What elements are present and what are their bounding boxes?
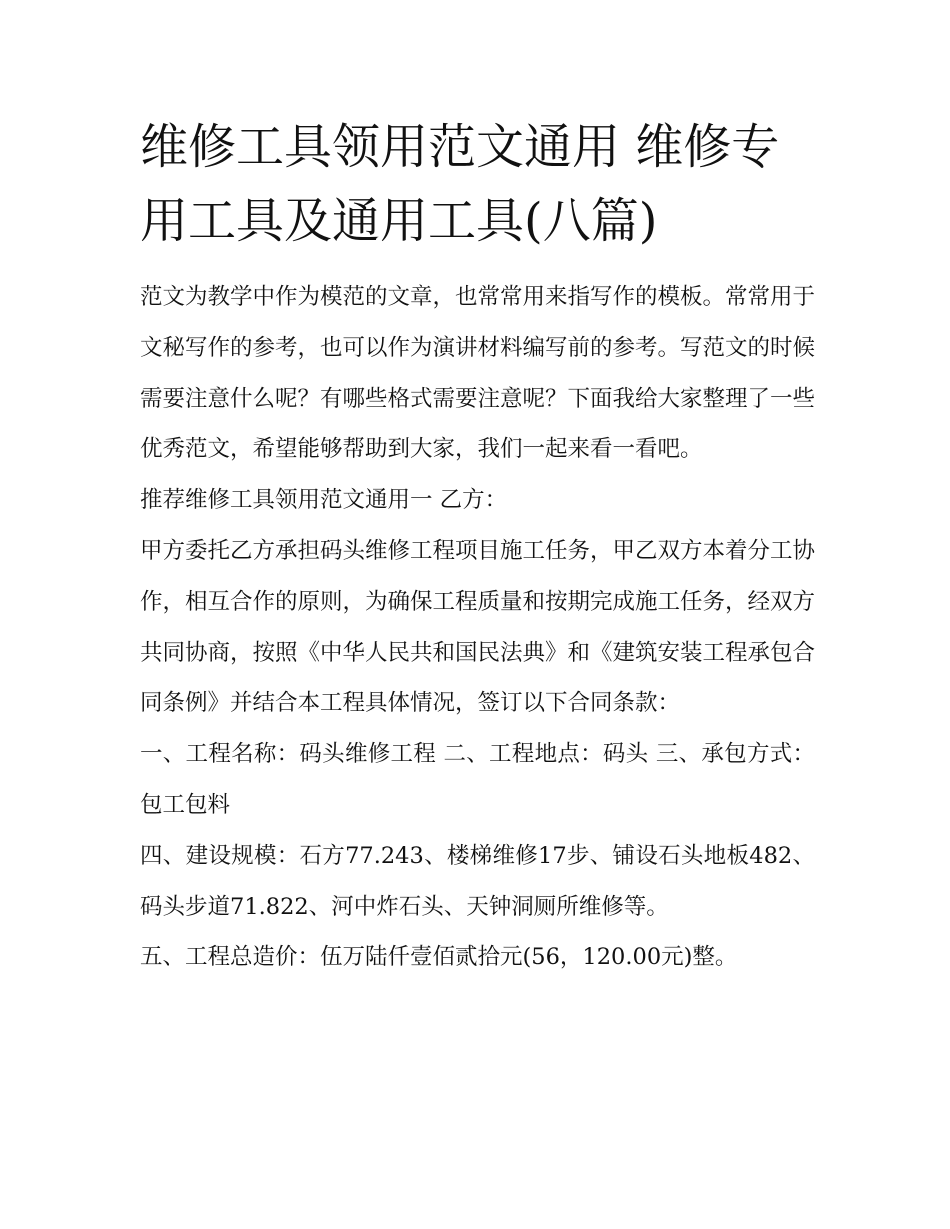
contract-clause-4: 四、建设规模：石方77.243、楼梯维修17步、铺设石头地板482、码头步道71.822、河中炸石头、天钟洞厕所维修等。: [140, 842, 815, 920]
document-title: 维修工具领用范文通用 维修专用工具及通用工具(八篇): [140, 119, 780, 249]
document-body: [140, 272, 815, 983]
document-content: [140, 110, 815, 983]
contract-clause-1-3: 一、工程名称：码头维修工程 二、工程地点：码头 三、承包方式：包工包料: [140, 741, 815, 818]
intro-paragraph: 范文为教学中作为模范的文章，也常常用来指写作的模板。常常用于文秘写作的参考，也可以作为演讲材料编写前的参考。写范文的时候需要注意什么呢？有哪些格式需要注意呢？下面我给大家整理了一些优秀范文，希望能够帮助到大家，我们一起来看一看吧。: [140, 284, 816, 463]
contract-preamble: 甲方委托乙方承担码头维修工程项目施工任务，甲乙双方本着分工协作，相互合作的原则，为确保工程质量和按期完成施工任务，经双方共同协商，按照《中华人民共和国民法典》和《建筑安装工程承包合同条例》并结合本工程具体情况，签订以下合同条款：: [140, 537, 816, 717]
section-heading: 推荐维修工具领用范文通用一 乙方：: [140, 487, 508, 514]
contract-clause-5: 五、工程总造价：伍万陆仟壹佰贰拾元(56，120.00元)整。: [140, 944, 738, 971]
